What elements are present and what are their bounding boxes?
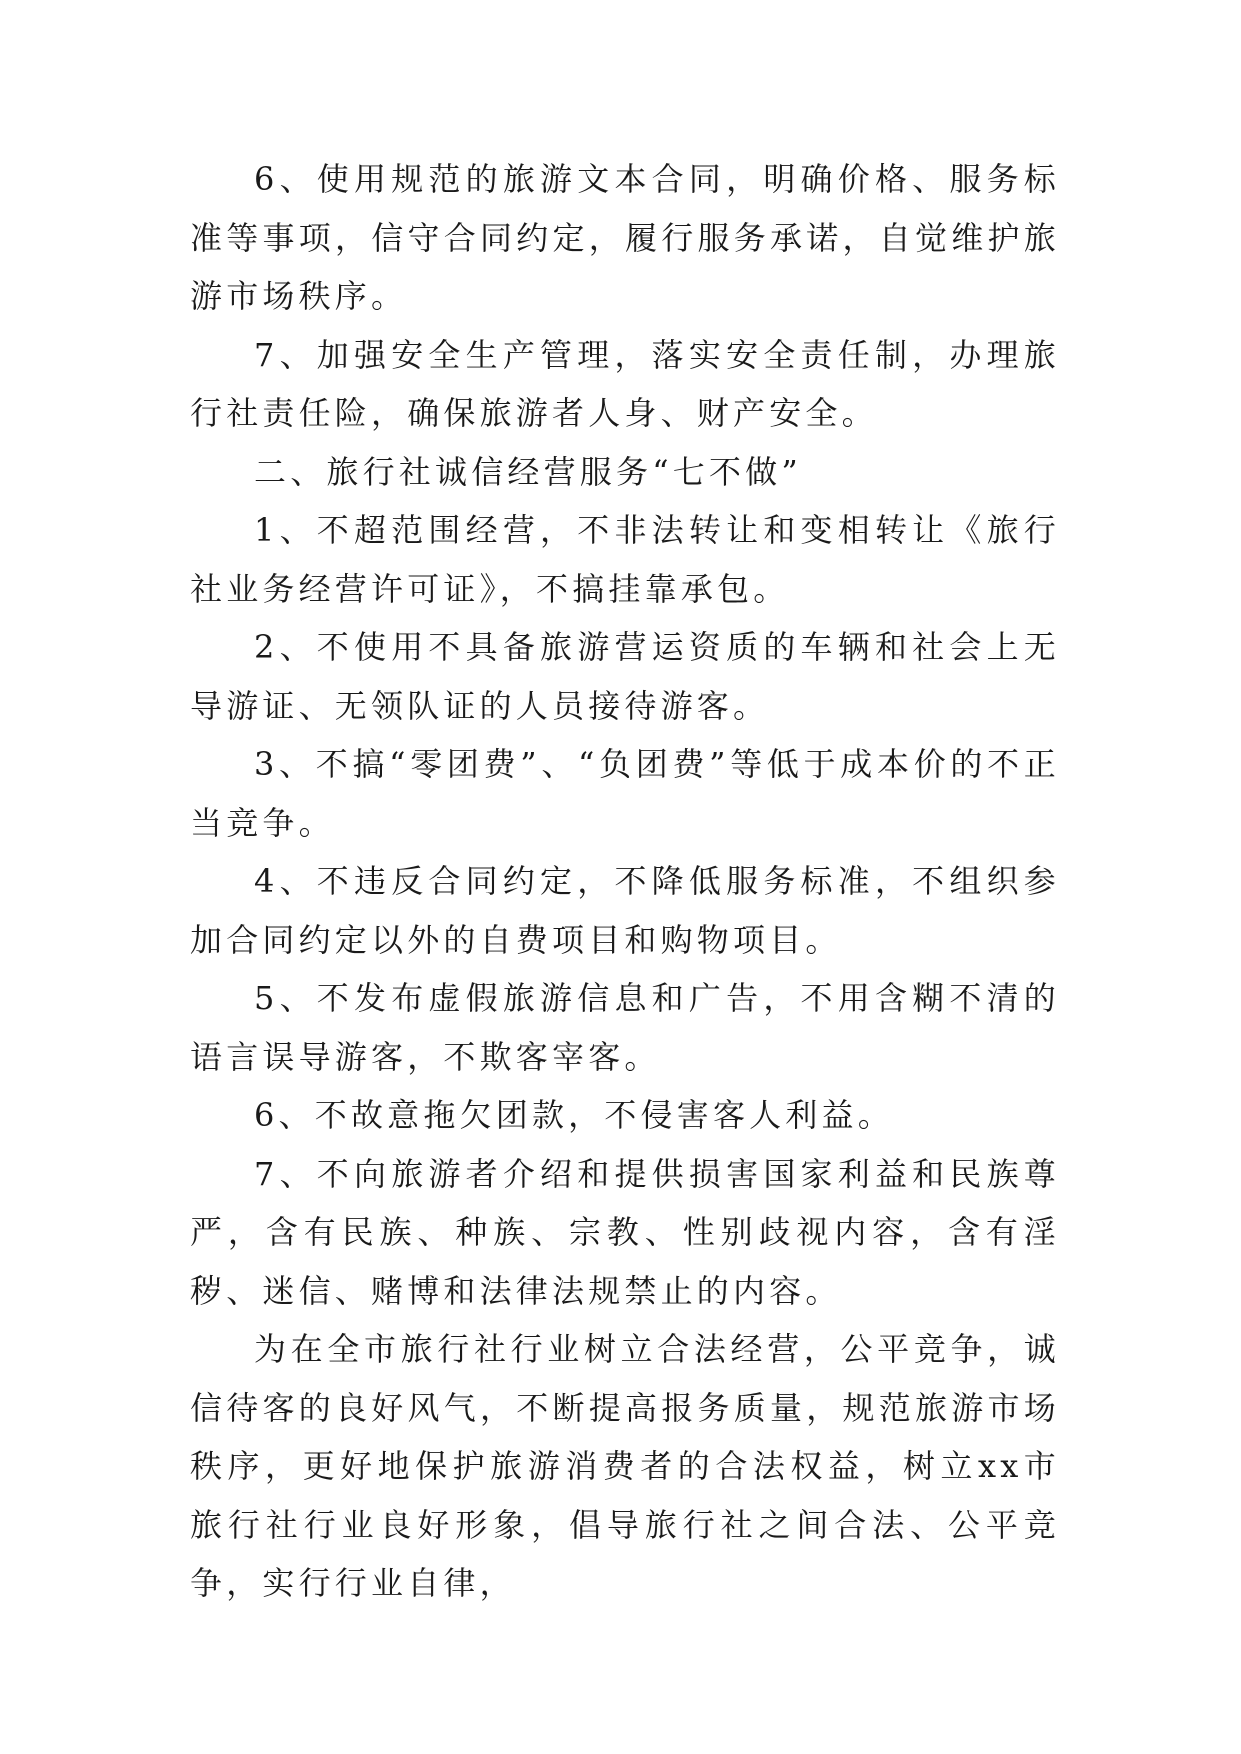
paragraph-7: 5、不发布虚假旅游信息和广告，不用含糊不清的语言误导游客，不欺客宰客。 (190, 979, 1060, 1076)
paragraph-1: 6、使用规范的旅游文本合同，明确价格、服务标准等事项，信守合同约定，履行服务承诺，自觉维护旅游市场秩序。 (190, 160, 1060, 315)
section-heading: 二、旅行社诚信经营服务“七不做” (254, 452, 802, 491)
paragraph-5: 3、不搞“零团费”、“负团费”等低于成本价的不正当竞争。 (190, 745, 1060, 842)
paragraph-6: 4、不违反合同约定，不降低服务标准，不组织参加合同约定以外的自费项目和购物项目。 (190, 862, 1060, 959)
paragraph-10: 为在全市旅行社行业树立合法经营，公平竞争，诚信待客的良好风气，不断提高报务质量，规范旅游市场秩序，更好地保护旅游消费者的合法权益，树立xx市旅行社行业良好形象，倡导旅行社之间合法、公平竞争，实行行业自律， (190, 1330, 1060, 1602)
paragraph-3: 1、不超范围经营，不非法转让和变相转让《旅行社业务经营许可证》，不搞挂靠承包。 (190, 511, 1060, 608)
paragraph-2: 7、加强安全生产管理，落实安全责任制，办理旅行社责任险，确保旅游者人身、财产安全。 (190, 335, 1060, 432)
paragraph-9: 7、不向旅游者介绍和提供损害国家利益和民族尊严，含有民族、种族、宗教、性别歧视内容，含有淫秽、迷信、赌博和法律法规禁止的内容。 (190, 1154, 1060, 1310)
paragraph-4: 2、不使用不具备旅游营运资质的车辆和社会上无导游证、无领队证的人员接待游客。 (190, 628, 1060, 725)
paragraph-8: 6、不故意拖欠团款，不侵害客人利益。 (254, 1096, 894, 1134)
document-body (190, 150, 1060, 1613)
